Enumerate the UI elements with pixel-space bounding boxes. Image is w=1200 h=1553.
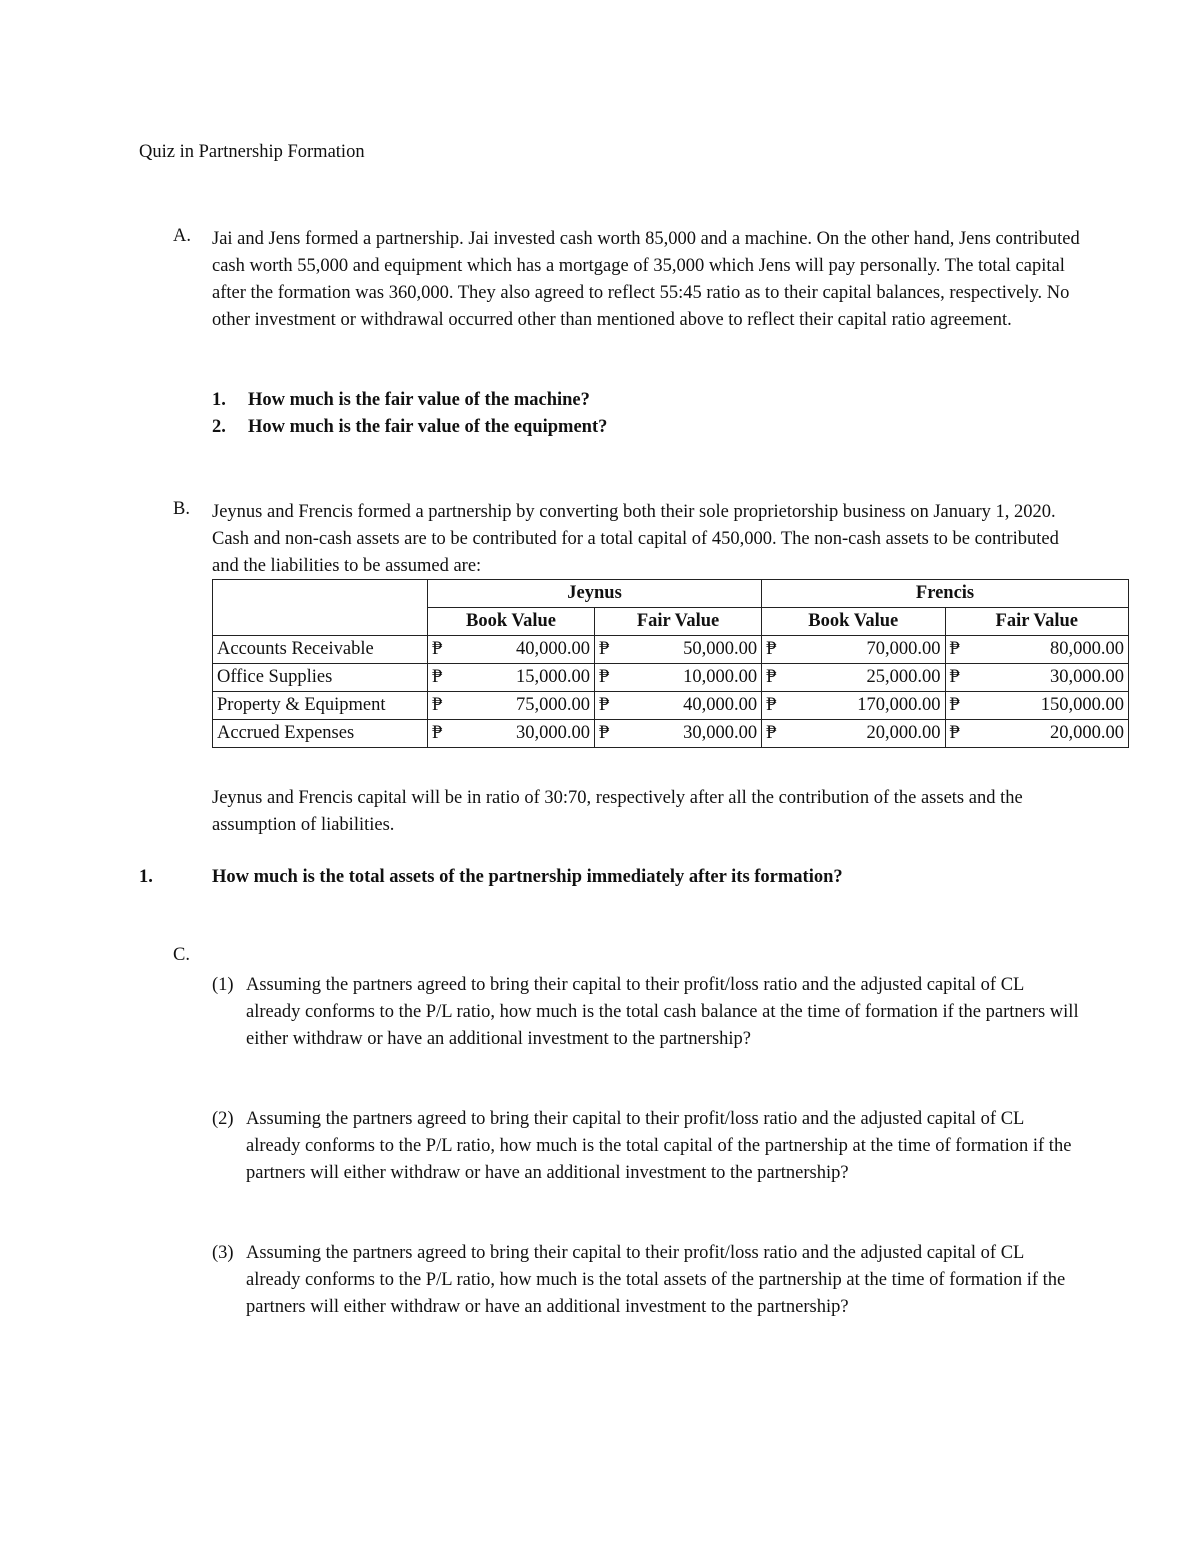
table-row [213,664,1129,692]
currency-symbol: ₱ [945,692,966,720]
question-number: 1. [139,867,153,887]
question-text: How much is the total assets of the partnership immediately after its formation? [212,867,843,887]
section-b-letter: B. [173,499,190,519]
currency-symbol: ₱ [945,664,966,692]
section-b-paragraph: Jeynus and Frencis formed a partnership by converting both their sole proprietorship business on January 1, 2020. Cash and non-cash assets are to be contributed for a total capital of 450,000. The non-cash assets to be contributed and the liabilities to be assumed are: [212,502,1059,576]
amount-cell: 75,000.00 [448,692,595,720]
section-c-item [212,972,1082,1053]
currency-symbol: ₱ [428,636,449,664]
partner-header: Frencis [762,580,1129,608]
assets-liabilities-table [212,579,1129,748]
column-subheader: Book Value [762,608,945,636]
column-subheader: Book Value [428,608,595,636]
table-row [213,636,1129,664]
section-a-letter: A. [173,226,191,246]
amount-cell: 150,000.00 [966,692,1129,720]
currency-symbol: ₱ [428,692,449,720]
currency-symbol: ₱ [595,692,616,720]
currency-symbol: ₱ [428,664,449,692]
currency-symbol: ₱ [595,664,616,692]
column-subheader: Fair Value [945,608,1128,636]
row-label: Accounts Receivable [213,636,428,664]
amount-cell: 25,000.00 [782,664,945,692]
currency-symbol: ₱ [762,636,783,664]
currency-symbol: ₱ [945,720,966,748]
amount-cell: 20,000.00 [966,720,1129,748]
section-b-question [139,864,1089,891]
amount-cell: 80,000.00 [966,636,1129,664]
section-c-item [212,1106,1082,1187]
section-a-paragraph: Jai and Jens formed a partnership. Jai invested cash worth 85,000 and a machine. On the other hand, Jens contributed cash worth 55,000 and equipment which has a mortgage of 35,000 which Jens will pay personally. The total capital after the formation was 360,000. They also agreed to reflect 55:45 ratio as to their capital balances, respectively. No other investment or withdrawal occurred other than mentioned above to reflect their capital ratio agreement. [212,229,1080,330]
empty-header-cell [213,580,428,636]
amount-cell: 70,000.00 [782,636,945,664]
amount-cell: 30,000.00 [966,664,1129,692]
section-a [139,226,1089,334]
question-item [212,387,1082,414]
row-label: Office Supplies [213,664,428,692]
section-b [139,499,1089,580]
amount-cell: 15,000.00 [448,664,595,692]
question-item [212,414,1082,441]
amount-cell: 30,000.00 [615,720,762,748]
currency-symbol: ₱ [762,720,783,748]
section-b-after [212,785,1072,839]
page-title: Quiz in Partnership Formation [139,142,365,162]
currency-symbol: ₱ [945,636,966,664]
amount-cell: 40,000.00 [448,636,595,664]
amount-cell: 170,000.00 [782,692,945,720]
amount-cell: 40,000.00 [615,692,762,720]
table-row [213,720,1129,748]
currency-symbol: ₱ [762,664,783,692]
amount-cell: 30,000.00 [448,720,595,748]
row-label: Accrued Expenses [213,720,428,748]
item-text: Assuming the partners agreed to bring their capital to their profit/loss ratio and the adjusted capital of CL already conforms to the P/L ratio, how much is the total assets of the partnership at the time of formation if the partners will either withdraw or have an additional investment to the partnership? [246,1243,1066,1317]
section-c-letter: C. [173,945,190,965]
item-number: (1) [212,975,234,995]
currency-symbol: ₱ [595,636,616,664]
currency-symbol: ₱ [428,720,449,748]
table-row [213,692,1129,720]
section-a-questions [212,387,1082,441]
item-number: (3) [212,1243,234,1263]
item-text: Assuming the partners agreed to bring their capital to their profit/loss ratio and the adjusted capital of CL already conforms to the P/L ratio, how much is the total capital of the partnership at the time of formation if the partners will either withdraw or have an additional investment to the partnership? [246,1109,1072,1183]
amount-cell: 20,000.00 [782,720,945,748]
item-text: Assuming the partners agreed to bring their capital to their profit/loss ratio and the adjusted capital of CL already conforms to the P/L ratio, how much is the total cash balance at the time of formation if the partners will either withdraw or have an additional investment to the partnership? [246,975,1079,1049]
question-number: 2. [212,417,226,437]
partner-header: Jeynus [428,580,762,608]
section-c-item [212,1240,1082,1321]
currency-symbol: ₱ [595,720,616,748]
question-text: How much is the fair value of the machine? [248,390,590,410]
amount-cell: 50,000.00 [615,636,762,664]
amount-cell: 10,000.00 [615,664,762,692]
section-b-after-paragraph: Jeynus and Frencis capital will be in ratio of 30:70, respectively after all the contribution of the assets and the assumption of liabilities. [212,788,1023,835]
column-subheader: Fair Value [595,608,762,636]
question-number: 1. [212,390,226,410]
item-number: (2) [212,1109,234,1129]
row-label: Property & Equipment [213,692,428,720]
currency-symbol: ₱ [762,692,783,720]
question-text: How much is the fair value of the equipment? [248,417,608,437]
table-header-row [213,580,1129,608]
question-item [139,864,1089,891]
